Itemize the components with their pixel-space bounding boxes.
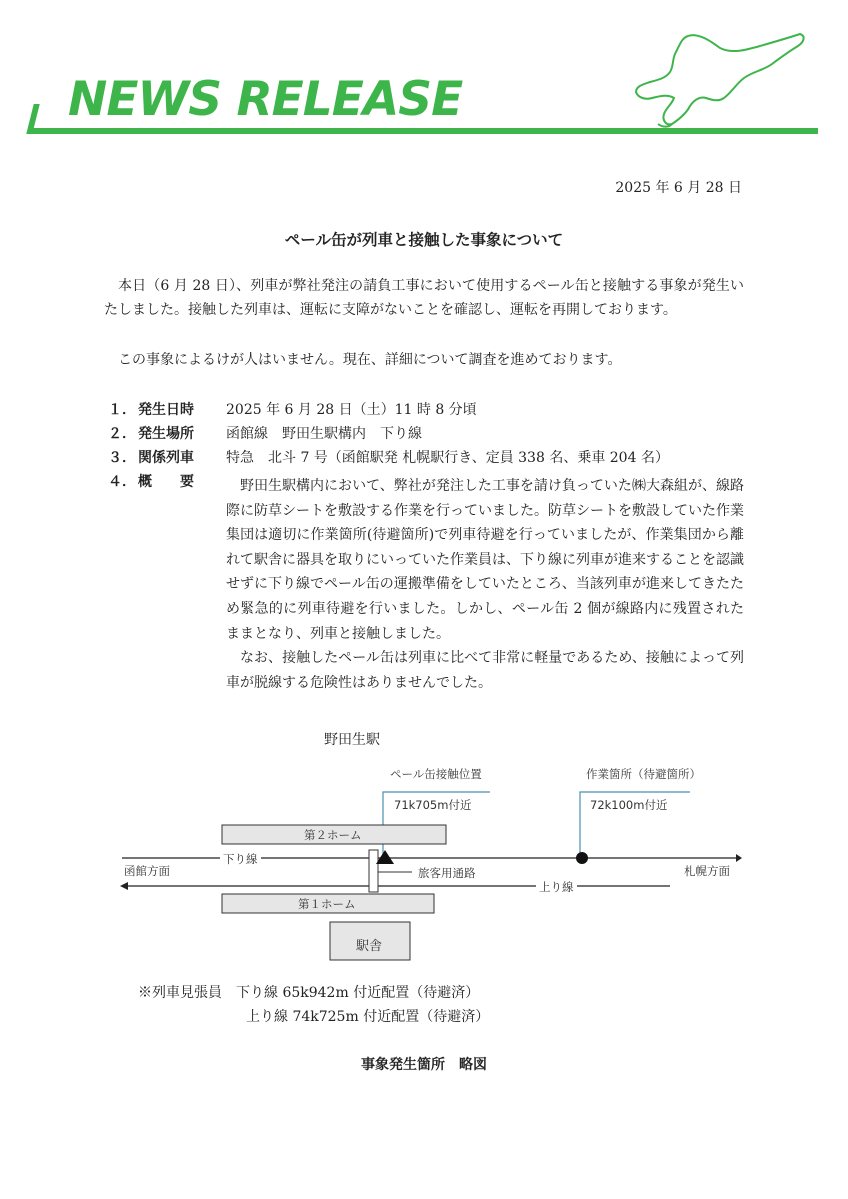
contact-marker bbox=[376, 850, 394, 864]
item-related-train bbox=[108, 446, 669, 470]
item-value: 2025 年 6 月 28 日（土）11 時 8 分頃 bbox=[226, 402, 477, 418]
work-site-marker bbox=[576, 852, 588, 864]
sapporo-direction-label: 札幌方面 bbox=[684, 864, 730, 878]
news-release-title: NEWS RELEASE bbox=[68, 72, 463, 127]
overview-paragraph: 野田生駅構内において、弊社が発注した工事を請け負っていた㈱大森組が、線路際に防草シートを敷設する作業を行っていました。防草シートを敷設していた作業集団は適切に作業箇所(待避箇所)で列車待避を行っていましたが、作業集団から離れて駅舎に器具を取りにいっていた作業員は、下り線に列車が進来することを認識せずに下り線でペール缶の運搬準備をしていたところ、当該列車が進来してきたため緊急的に列車待避を行いました。しかし、ペール缶 2 個が線路内に残置されたままとなり、列車と接触しました。 bbox=[226, 478, 744, 642]
up-line-label: 上り線 bbox=[536, 879, 577, 895]
lookout-note-up: 上り線 74k725m 付近配置（待避済） bbox=[246, 1009, 490, 1025]
item-key: 発生場所 bbox=[138, 426, 194, 442]
item-number: １． bbox=[108, 402, 136, 418]
item-value: 函館線 野田生駅構内 下り線 bbox=[226, 426, 422, 442]
header-rule bbox=[30, 128, 818, 134]
contact-km-label: 71k705m付近 bbox=[394, 798, 472, 812]
lookout-note-down: ※列車見張員 下り線 65k942m 付近配置（待避済） bbox=[138, 985, 480, 1001]
item-number: ２． bbox=[108, 426, 136, 442]
injury-paragraph: この事象によるけが人はいません。現在、詳細について調査を進めております。 bbox=[118, 352, 622, 368]
overview-paragraph: なお、接触したペール缶は列車に比べて非常に軽量であるため、接触によって列車が脱線する危険性はありませんでした。 bbox=[226, 650, 744, 691]
item-number: ３． bbox=[108, 450, 136, 466]
document-title: ペール缶が列車と接触した事象について bbox=[284, 231, 564, 249]
hokkaido-map-icon bbox=[628, 28, 812, 128]
work-site-label: 作業箇所（待避箇所） bbox=[586, 767, 701, 781]
item-key: 関係列車 bbox=[138, 450, 194, 466]
station-building-label: 駅舎 bbox=[356, 939, 383, 954]
item-key: 概 要 bbox=[138, 474, 194, 490]
passage-label: 旅客用通路 bbox=[418, 866, 476, 880]
down-line-label: 下り線 bbox=[220, 851, 261, 867]
item-occurrence-place bbox=[108, 422, 422, 446]
item-occurrence-time bbox=[108, 398, 477, 422]
platform-1-label: 第１ホーム bbox=[298, 897, 356, 911]
work-km-label: 72k100m付近 bbox=[590, 798, 668, 812]
diagram-caption: 事象発生箇所 略図 bbox=[361, 1057, 487, 1073]
item-number: ４． bbox=[108, 474, 136, 490]
work-callout-line bbox=[580, 792, 690, 858]
item-key: 発生日時 bbox=[138, 402, 194, 418]
overview-text bbox=[226, 474, 744, 695]
station-name: 野田生駅 bbox=[324, 732, 380, 748]
item-value: 特急 北斗 7 号（函館駅発 札幌駅行き、定員 338 名、乗車 204 名） bbox=[226, 450, 669, 466]
release-date: 2025 年 6 月 28 日 bbox=[615, 180, 742, 196]
hakodate-direction-label: 函館方面 bbox=[124, 864, 170, 878]
item-overview bbox=[108, 470, 226, 494]
right-arrow-head bbox=[736, 854, 742, 862]
intro-paragraph: 本日（6 月 28 日）、列車が弊社発注の請負工事において使用するペール缶と接触する事象が発生いたしました。接触した列車は、運転に支障がないことを確認し、運転を再開しております。 bbox=[104, 278, 744, 318]
contact-position-label: ペール缶接触位置 bbox=[390, 767, 482, 781]
platform-2-label: 第２ホーム bbox=[304, 828, 362, 842]
left-arrow-head bbox=[120, 882, 128, 890]
passenger-passage bbox=[369, 850, 378, 892]
